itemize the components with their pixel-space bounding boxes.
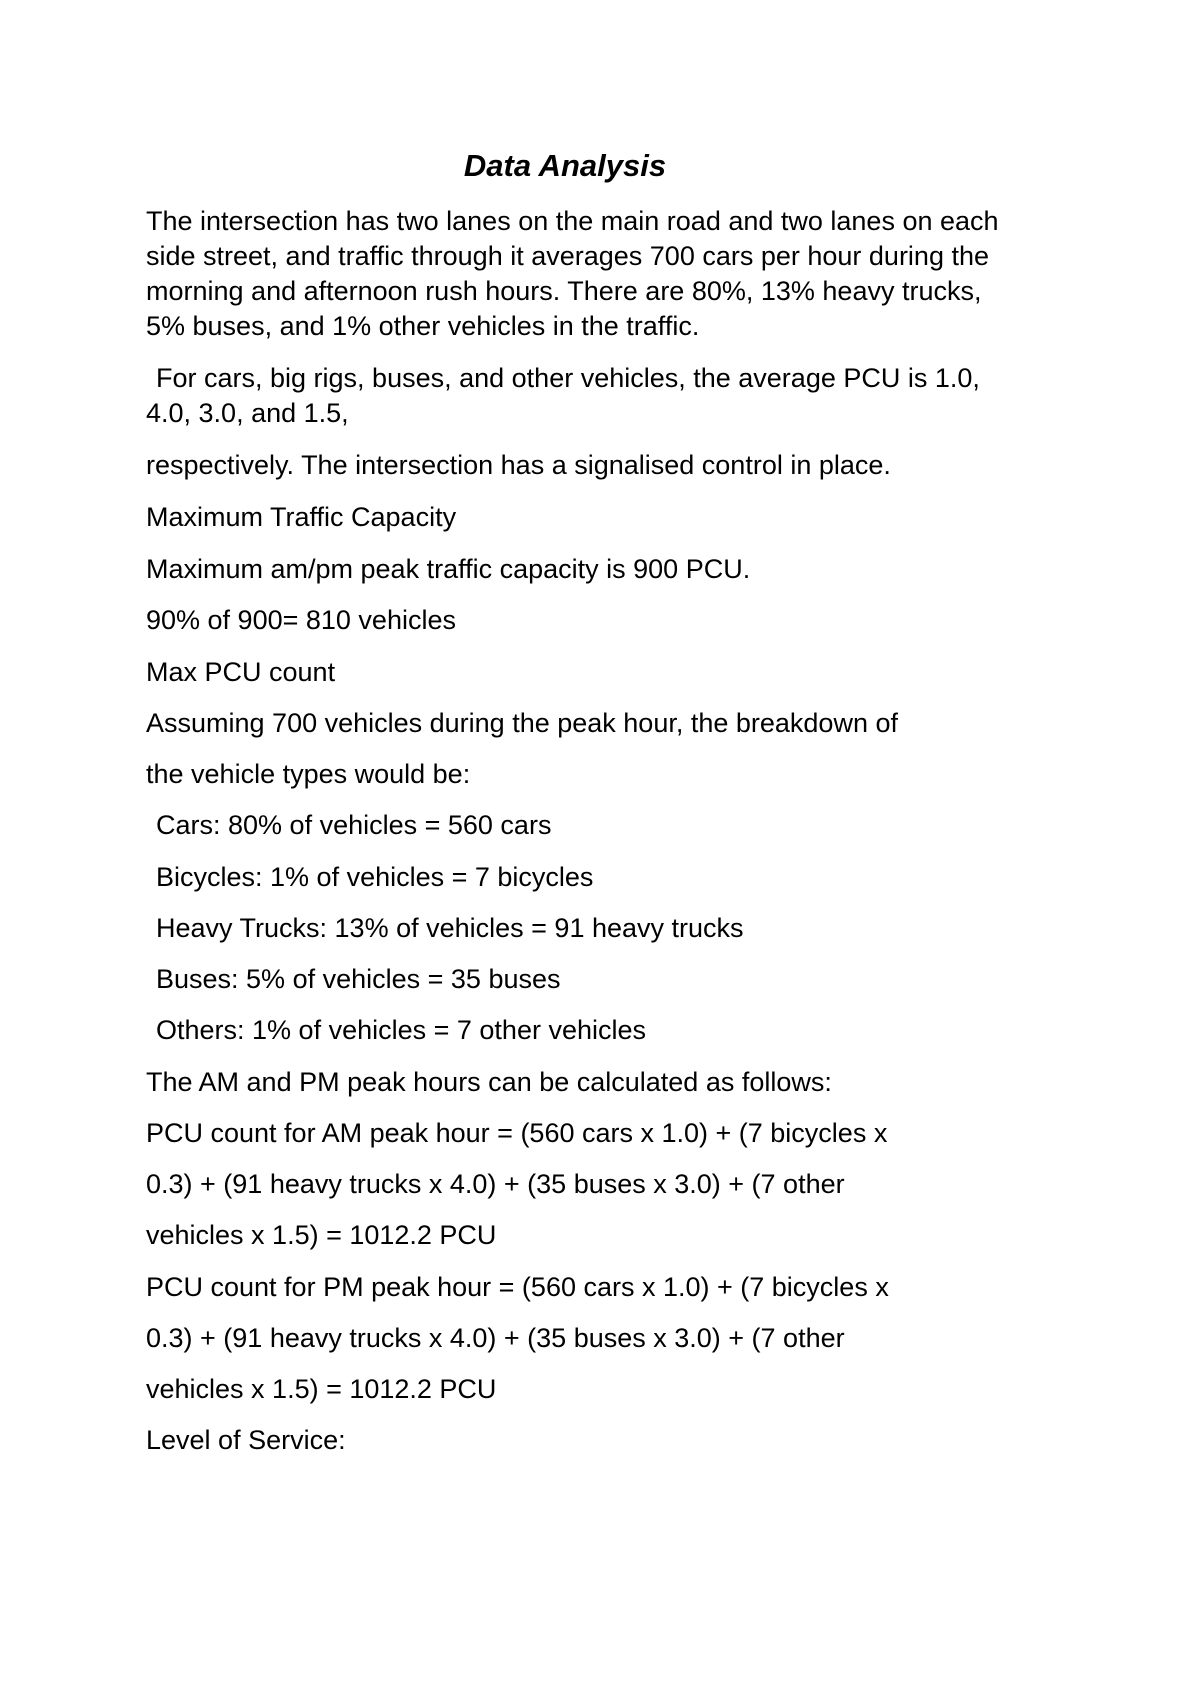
paragraph-line: the vehicle types would be:: [146, 759, 471, 789]
paragraph-line: Maximum am/pm peak traffic capacity is 900 PCU.: [146, 554, 751, 584]
paragraph-line: The intersection has two lanes on the main road and two lanes on each: [146, 206, 999, 236]
formula-line: 0.3) + (91 heavy trucks x 4.0) + (35 buses x 3.0) + (7 other: [146, 1323, 845, 1353]
paragraph-line: morning and afternoon rush hours. There are 80%, 13% heavy trucks,: [146, 276, 982, 306]
section-heading: Level of Service:: [146, 1425, 346, 1455]
formula-line: vehicles x 1.5) = 1012.2 PCU: [146, 1220, 497, 1250]
list-item: Cars: 80% of vehicles = 560 cars: [156, 810, 552, 840]
paragraph-line: The AM and PM peak hours can be calculated as follows:: [146, 1067, 832, 1097]
list-item: Buses: 5% of vehicles = 35 buses: [156, 964, 561, 994]
list-item: Heavy Trucks: 13% of vehicles = 91 heavy trucks: [156, 913, 744, 943]
formula-line: PCU count for PM peak hour = (560 cars x 1.0) + (7 bicycles x: [146, 1272, 889, 1302]
paragraph-line: 4.0, 3.0, and 1.5,: [146, 398, 349, 428]
paragraph-line: For cars, big rigs, buses, and other vehicles, the average PCU is 1.0,: [156, 363, 980, 393]
section-heading: Max PCU count: [146, 657, 336, 687]
paragraph-line: 5% buses, and 1% other vehicles in the traffic.: [146, 311, 700, 341]
paragraph-line: respectively. The intersection has a signalised control in place.: [146, 450, 891, 480]
page-title: Data Analysis: [463, 148, 667, 183]
section-heading: Maximum Traffic Capacity: [146, 502, 457, 532]
paragraph-line: side street, and traffic through it averages 700 cars per hour during the: [146, 241, 989, 271]
list-item: Bicycles: 1% of vehicles = 7 bicycles: [156, 862, 594, 892]
formula-line: 0.3) + (91 heavy trucks x 4.0) + (35 buses x 3.0) + (7 other: [146, 1169, 845, 1199]
paragraph-line: Assuming 700 vehicles during the peak hour, the breakdown of: [146, 708, 898, 738]
formula-line: PCU count for AM peak hour = (560 cars x 1.0) + (7 bicycles x: [146, 1118, 888, 1148]
formula-line: vehicles x 1.5) = 1012.2 PCU: [146, 1374, 497, 1404]
paragraph-line: 90% of 900= 810 vehicles: [146, 605, 456, 635]
list-item: Others: 1% of vehicles = 7 other vehicles: [156, 1015, 646, 1045]
